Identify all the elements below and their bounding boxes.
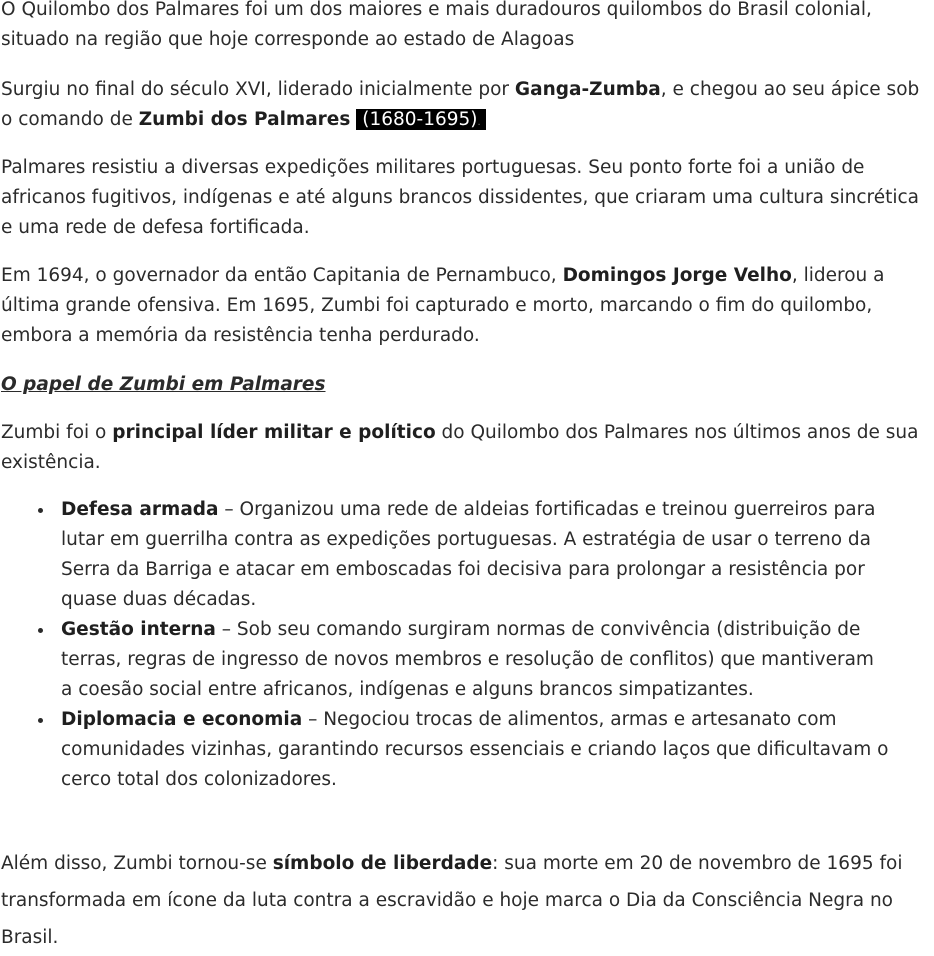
offensive-text-pre: Em 1694, o governador da então Capitania de Pernambuco, bbox=[1, 265, 563, 286]
domingos-bold: Domingos Jorge Velho bbox=[562, 265, 792, 286]
zumbi-bold: Zumbi dos Palmares bbox=[138, 109, 351, 130]
highlighted-dates bbox=[356, 109, 485, 130]
paragraph-resistance bbox=[1, 153, 934, 243]
paragraph-zumbi-role bbox=[1, 418, 934, 478]
closing-text-post: : sua morte em 20 de novembro de 1695 foi transformada em ícone da luta contra a escravidão e hoje marca o Dia da Consciência Negra no Brasil. bbox=[1, 853, 903, 948]
bullet-icon bbox=[38, 628, 43, 633]
section-heading: O papel de Zumbi em Palmares bbox=[1, 374, 326, 395]
highlight-period: . bbox=[477, 117, 481, 128]
role-text-post: do Quilombo dos Palmares nos últimos anos de sua existência. bbox=[1, 422, 919, 473]
bullet-text: – Negociou trocas de alimentos, armas e artesanato com comunidades vizinhas, garantindo recursos essenciais e criando laços que dificultavam o cerco total dos colonizadores. bbox=[61, 709, 889, 790]
origin-text-mid: , e chegou ao seu ápice sob o comando de bbox=[1, 79, 920, 130]
origin-text-pre: Surgiu no final do século XVI, liderado inicialmente por bbox=[1, 79, 515, 100]
role-text-pre: Zumbi foi o bbox=[1, 422, 113, 443]
liberty-bold: símbolo de liberdade bbox=[272, 853, 493, 874]
bullet-text: – Organizou uma rede de aldeias fortificadas e treinou guerreiros para lutar em guerrilha contra as expedições portuguesas. A estratégia de usar o terreno da Serra da Barriga e atacar em emboscadas foi decisiva para prolongar a resistência por quase duas décadas. bbox=[61, 499, 876, 610]
offensive-text-post: , liderou a última grande ofensiva. Em 1695, Zumbi foi capturado e morto, marcando o fim do quilombo, embora a memória da resistência tenha perdurado. bbox=[1, 265, 885, 346]
bullet-title: Gestão interna bbox=[61, 619, 216, 640]
intro-text: O Quilombo dos Palmares foi um dos maiores e mais duradouros quilombos do Brasil colonial, situado na região que hoje corresponde ao estado de Alagoas bbox=[1, 0, 872, 50]
paragraph-intro bbox=[1, 0, 934, 55]
list-item bbox=[0, 705, 891, 795]
closing-text-pre: Além disso, Zumbi tornou-se bbox=[1, 853, 273, 874]
paragraph-origin bbox=[1, 75, 934, 138]
paragraph-offensive bbox=[1, 261, 934, 351]
bullet-list bbox=[0, 495, 934, 795]
ganga-zumba-bold: Ganga-Zumba bbox=[514, 79, 661, 100]
bullet-title: Defesa armada bbox=[61, 499, 219, 520]
dates-text: (1680-1695) bbox=[362, 109, 478, 130]
list-item bbox=[0, 615, 891, 705]
bullet-text: – Sob seu comando surgiram normas de convivência (distribuição de terras, regras de ingresso de novos membros e resolução de conflitos) que mantiveram a coesão social entre africanos, indígenas e alguns brancos simpatizantes. bbox=[61, 619, 874, 700]
bullet-icon bbox=[38, 508, 43, 513]
resistance-text: Palmares resistiu a diversas expedições militares portuguesas. Seu ponto forte foi a união de africanos fugitivos, indígenas e até alguns brancos dissidentes, que criaram uma cultura sincrética e uma rede de defesa fortificada. bbox=[1, 157, 919, 238]
bullet-icon bbox=[38, 718, 43, 723]
paragraph-closing bbox=[1, 845, 934, 956]
bullet-title: Diplomacia e economia bbox=[61, 709, 303, 730]
leader-bold: principal líder militar e político bbox=[112, 422, 436, 443]
list-item bbox=[0, 495, 891, 615]
